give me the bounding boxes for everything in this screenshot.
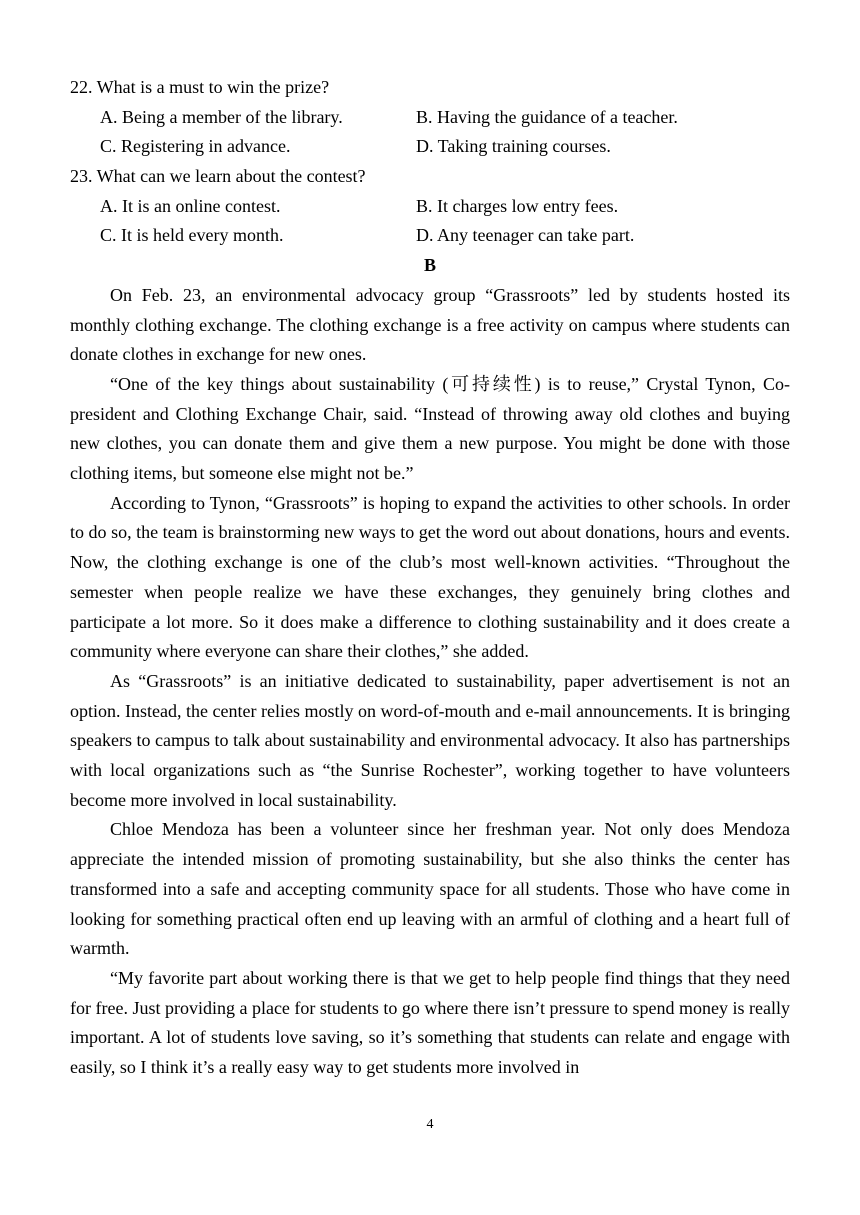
option-row [70,103,790,133]
option-d: D. Taking training courses. [416,136,611,157]
option-a: A. It is an online contest. [100,195,281,216]
passage-paragraph: “My favorite part about working there is that we get to help people find things that they need for free. Just providing a place for students to go where there isn’t pressure to spend money is really important. A lot of students love saving, so it’s something that students can relate and engage with easily, so I think it’s a really easy way to get students more involved in [70,967,790,1078]
option-b: B. Having the guidance of a teacher. [416,106,678,127]
passage-paragraph: Chloe Mendoza has been a volunteer since her freshman year. Not only does Mendoza appreciate the intended mission of promoting sustainability, but she also thinks the center has transformed into a safe and accepting community space for all students. Those who have come in looking for something practical often end up leaving with an armful of clothing and a heart full of warmth. [70,819,790,959]
option-c: C. Registering in advance. [100,136,291,157]
option-row [70,132,790,162]
question-stem: 22. What is a must to win the prize? [70,77,330,97]
option-a: A. Being a member of the library. [100,106,343,127]
page-number: 4 [426,1117,434,1132]
option-c: C. It is held every month. [100,225,284,246]
option-b: B. It charges low entry fees. [416,195,619,216]
question-stem: 23. What can we learn about the contest? [70,166,366,187]
question-23 [70,162,790,251]
option-d: D. Any teenager can take part. [416,225,635,246]
passage-paragraph: On Feb. 23, an environmental advocacy group “Grassroots” led by students hosted its monthly clothing exchange. The clothing exchange is a free activity on campus where students can donate clothes in exchange for new ones. [70,284,790,365]
passage-paragraph: According to Tynon, “Grassroots” is hoping to expand the activities to other schools. In order to do so, the team is brainstorming new ways to get the word out about donations, hours and events. Now, the clothing exchange is one of the club’s most well-known activities. “Throughout the semester when people realize we have these exchanges, they genuinely bring clothes and participate a lot more. So it does make a difference to clothing sustainability and it does create a community where everyone can share their clothes,” she added. [70,492,790,662]
passage-paragraph: As “Grassroots” is an initiative dedicated to sustainability, paper advertisement is not an option. Instead, the center relies mostly on word-of-mouth and e-mail announcements. It is bringing speakers to campus to talk about sustainability and environmental advocacy. It also has partnerships with local organizations such as “the Sunrise Rochester”, working together to have volunteers become more involved in local sustainability. [70,670,790,810]
exam-page [70,73,790,1083]
option-row [70,192,790,222]
question-22 [70,73,790,162]
passage-paragraph: “One of the key things about sustainability (可持续性) is to reuse,” Crystal Tynon, Co-president and Clothing Exchange Chair, said. “Instead of throwing away old clothes and buying new clothes, you can donate them and give them a new purpose. You might be done with those clothing items, but someone else might not be.” [70,373,790,484]
option-row [70,221,790,251]
section-heading: B [423,255,436,276]
reading-passage [70,281,790,1083]
